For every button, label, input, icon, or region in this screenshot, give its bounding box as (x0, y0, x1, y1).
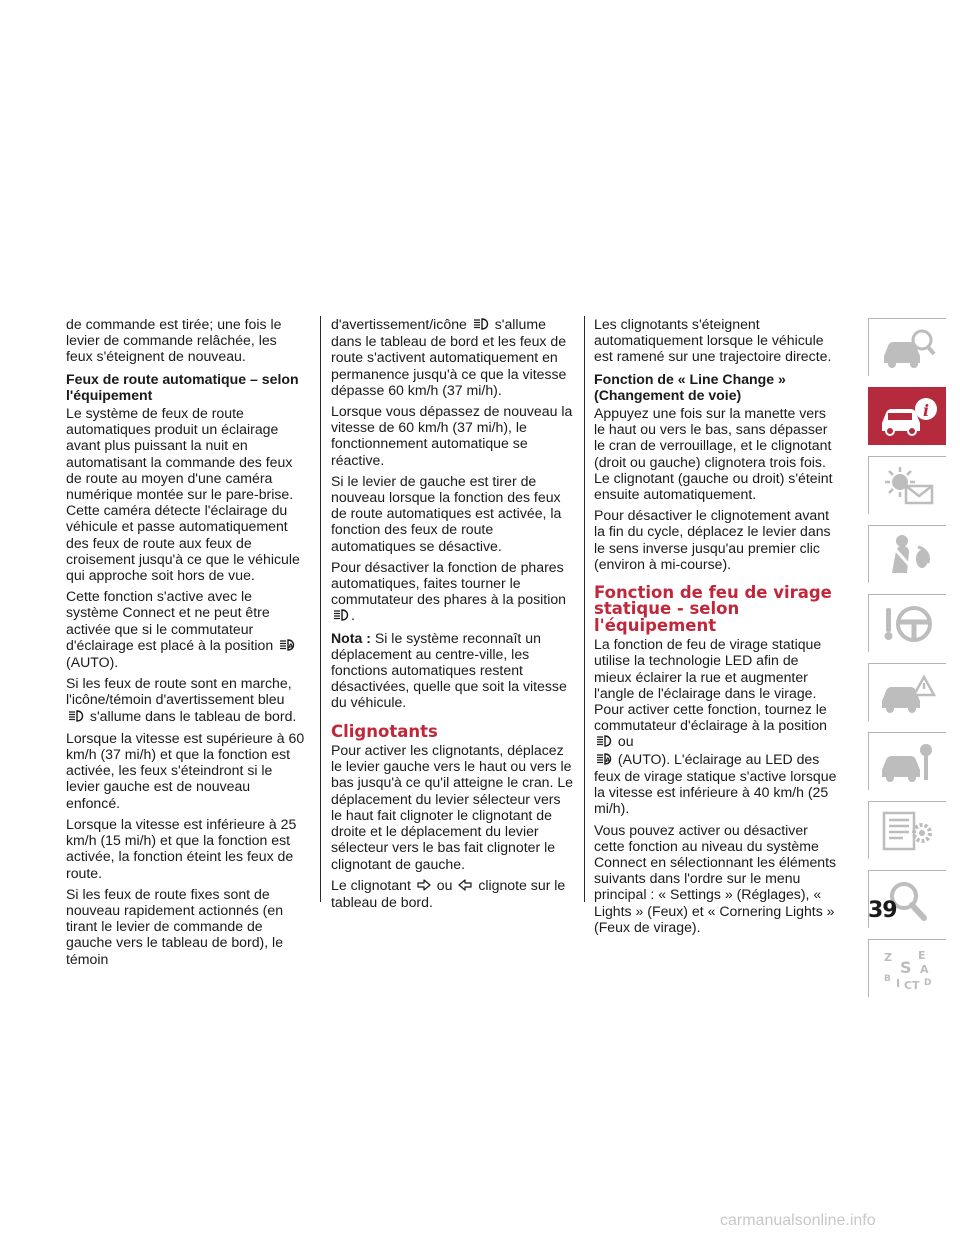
paragraph: Si les feux de route fixes sont de nouveau rapidement actionnés (en tirant le levier de commande de gauche vers le tableau de bord), le témoin (66, 885, 284, 967)
paragraph: Appuyez une fois sur la manette vers le haut ou vers le bas, sans dépasser le cran de verrouillage, et le clignotant (droit ou gauche) clignotera trois fois. Le clignotant (gauche ou droit) s'éteint ensuite automatiquement. (594, 405, 833, 503)
paragraph: Lorsque la vitesse est supérieure à 60 km/h (37 mi/h) et que la fonction est activée, les feux s'éteindront si le levier gauche est de nouveau enfoncé. (66, 729, 305, 811)
seatbelt-airbag-icon (878, 533, 938, 577)
paragraph: de commande est tirée; une fois le levier de commande relâchée, les feux s'éteignent de nouveau. (66, 316, 282, 365)
paragraph (594, 636, 838, 816)
section-heading-turn-signals: Clignotants (331, 721, 438, 741)
svg-text:B: B (883, 973, 891, 984)
text: Si les feux de route sont en marche, l'icône/témoin d'avertissement bleu (66, 675, 292, 708)
paragraph: Lorsque la vitesse est inférieure à 25 km/h (15 mi/h) et que la fonction est activée, la fonction éteint les feux de route. (66, 815, 297, 881)
tab-warning-lights[interactable] (868, 456, 946, 514)
paragraph (331, 630, 574, 711)
paragraph: Lorsque vous dépassez de nouveau la vitesse de 60 km/h (37 mi/h), le fonctionnement automatique se réactive. (331, 403, 573, 468)
section-heading-auto-high-beam: Feux de route automatique – selon l'équipement (66, 370, 299, 403)
text: ou (436, 876, 453, 893)
note-label: Nota : (331, 629, 371, 646)
paragraph: Le système de feux de route automatiques produit un éclairage avant plus puissant la nuit en automatisant la commande des feux de route au moyen d'une caméra numérique montée sur le pare-brise. Cette caméra détecte l'éclairage du véhicule et passe automatiquement des feux de route aux feux de croisement jusqu'à ce que le véhicule qui approche soit hors de vue. (66, 405, 300, 584)
alphabet-index-icon (878, 947, 938, 991)
paragraph (331, 559, 574, 625)
auto-high-beam-icon (596, 752, 612, 768)
high-beam-icon (473, 317, 489, 333)
high-beam-icon (68, 709, 84, 725)
paragraph (66, 675, 306, 725)
svg-text:D: D (923, 977, 931, 988)
svg-text:i: i (922, 400, 929, 420)
svg-text:C: C (903, 978, 912, 991)
text: s'allume dans le tableau de bord et les feux de route s'activent automatiquement en permanence jusqu'à ce que la vitesse dépasse 60 km/h (37 mi/h). (331, 316, 567, 398)
tab-steering-wheel[interactable] (868, 594, 946, 652)
steering-wheel-icon (878, 602, 938, 646)
column-divider (320, 316, 321, 902)
paragraph: Vous pouvez activer ou désactiver cette fonction au niveau du système Connect en sélectionnant les éléments suivants dans l'ordre sur le menu principal : « Settings » (Réglages), « Lights » (Feux) et « Cornering Lights » (Feux de virage). (594, 821, 837, 935)
section-heading-line-change: Fonction de « Line Change » (Changement de voie) (594, 370, 786, 403)
text: d'avertissement/icône (331, 316, 467, 332)
paragraph (66, 588, 306, 670)
column-divider (584, 316, 585, 902)
paragraph (331, 316, 574, 398)
warning-lights-icon (878, 464, 938, 508)
car-breakdown-icon (878, 671, 938, 715)
svg-text:Z: Z (883, 950, 892, 964)
list-gear-icon (878, 809, 938, 853)
tab-car-magnify[interactable] (868, 318, 946, 376)
text: s'allume dans le tableau de bord. (89, 707, 297, 724)
column-2 (331, 316, 574, 915)
tab-alphabet-index[interactable] (868, 939, 946, 997)
page-number: 39 (868, 898, 897, 923)
paragraph: Si le levier de gauche est tirer de nouveau lorsque la fonction des feux de route automatiques est activée, la fonction des feux de route automatiques se désactive. (331, 472, 562, 554)
text: (AUTO). (66, 654, 119, 671)
column-3 (594, 316, 838, 940)
text: Cette fonction s'active avec le système Connect et ne peut être activée que si le commutateur d'éclairage est placé à la position (66, 588, 274, 653)
section-heading-cornering-lights: Fonction de feu de virage statique - selon l'équipement (594, 583, 832, 635)
svg-text:A: A (919, 962, 929, 976)
tab-car-wrench[interactable] (868, 732, 946, 790)
tab-list-gear[interactable] (868, 801, 946, 859)
text: La fonction de feu de virage statique utilise la technologie LED afin de mieux éclairer la rue et augmenter l'angle de l'éclairage dans le virage. Pour activer cette fonction, tournez le commutateur d'éclairage à la position (594, 636, 828, 734)
svg-text:I: I (895, 976, 900, 990)
high-beam-icon (333, 608, 349, 624)
svg-text:A: A (605, 755, 611, 764)
tab-seatbelt-airbag[interactable] (868, 525, 946, 583)
paragraph: Pour activer les clignotants, déplacez le levier gauche vers le haut ou vers le bas jusqu'à ce qu'il atteigne le cran. Le déplacement du levier sélecteur vers le haut fait clignoter le clignotant de droite et le déplacement du levier sélecteur vers le bas fait clignoter le clignotant de gauche. (331, 742, 574, 872)
auto-high-beam-icon (279, 638, 295, 654)
car-info-icon (878, 395, 938, 439)
paragraph (331, 877, 574, 910)
svg-text:A: A (288, 641, 294, 650)
paragraph: Les clignotants s'éteignent automatiquement lorsque le véhicule est ramené sur une trajectoire directe. (594, 316, 832, 365)
text: clignote sur le tableau de bord. (331, 876, 566, 910)
turn-left-arrow-icon (458, 878, 472, 894)
text: (AUTO). L'éclairage au LED des feux de virage statique s'active lorsque la vitesse est inférieure à 40 km/h (25 mi/h). (594, 750, 837, 817)
turn-right-arrow-icon (417, 878, 431, 894)
note-text: Si le système reconnaît un déplacement au centre-ville, les fonctions automatiques restent désactivées, quelle que soit la vitesse du véhicule. (331, 629, 567, 711)
text: Pour désactiver la fonction de phares automatiques, faites tourner le commutateur des phares à la position (331, 558, 567, 608)
svg-text:E: E (917, 948, 926, 962)
text: ou (617, 733, 634, 750)
tab-car-info[interactable] (868, 387, 946, 445)
paragraph: Pour désactiver le clignotement avant la fin du cycle, déplacez le levier dans le sens inverse jusqu'au premier clic (environ à mi-course). (594, 507, 831, 572)
car-wrench-icon (878, 740, 938, 784)
text: Le clignotant (331, 876, 411, 893)
svg-text:S: S (899, 957, 912, 977)
high-beam-icon (596, 734, 612, 750)
svg-text:T: T (911, 978, 920, 991)
text: . (351, 607, 355, 624)
column-1 (66, 316, 306, 972)
tab-car-breakdown[interactable] (868, 663, 946, 721)
car-magnify-icon (878, 326, 938, 370)
watermark: carmanualsonline.info (720, 1212, 876, 1229)
